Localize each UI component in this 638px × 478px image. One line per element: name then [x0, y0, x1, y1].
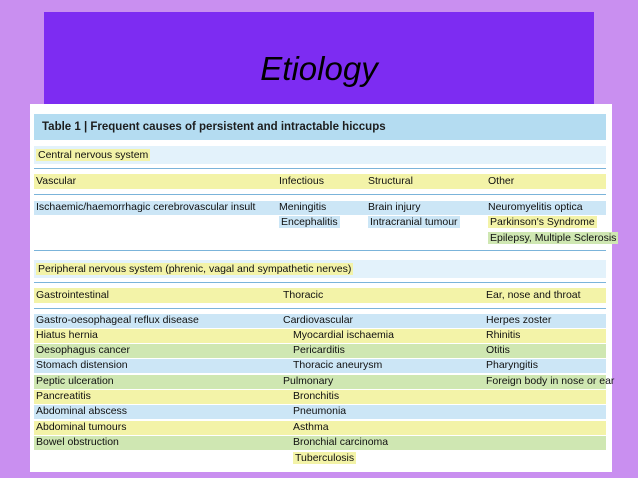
cell: Hiatus hernia [36, 329, 98, 341]
pns-heading: Peripheral nervous system (phrenic, vagal and sympathetic nerves) [38, 263, 352, 275]
pns-columns-row [34, 288, 606, 303]
cell: Gastro-oesophageal reflux disease [36, 314, 199, 326]
divider [34, 250, 606, 251]
cell: Stomach distension [36, 359, 128, 371]
cell: Pancreatitis [36, 390, 91, 402]
cns-heading-row [34, 146, 606, 164]
cns-heading: Central nervous system [38, 149, 149, 161]
cell: Myocardial ischaemia [293, 329, 394, 341]
cell: Oesophagus cancer [36, 344, 130, 356]
col-structural: Structural [368, 175, 413, 187]
cell: Cardiovascular [283, 314, 354, 326]
divider [34, 308, 606, 309]
cell: Epilepsy, Multiple Sclerosis [490, 232, 617, 244]
table-row [34, 314, 606, 328]
col-gastrointestinal: Gastrointestinal [36, 289, 109, 301]
cell: Tuberculosis [295, 452, 355, 464]
cell: Asthma [293, 421, 329, 433]
col-vascular: Vascular [36, 175, 77, 187]
table-row [34, 201, 606, 215]
cns-columns-row [34, 174, 606, 189]
table-row [34, 390, 606, 404]
table-row [34, 405, 606, 419]
cell: Abdominal abscess [36, 405, 128, 417]
table-image [30, 104, 617, 472]
cell: Pneumonia [293, 405, 347, 417]
pns-heading-row [34, 260, 606, 278]
cell: Bronchitis [293, 390, 340, 402]
cell: Brain injury [368, 201, 421, 213]
cell: Abdominal tumours [36, 421, 127, 433]
table-row [34, 421, 606, 435]
cell: Thoracic aneurysm [293, 359, 383, 371]
table-row [34, 359, 606, 373]
table-caption: Table 1 | Frequent causes of persistent and intractable hiccups [34, 114, 606, 140]
col-ent: Ear, nose and throat [486, 289, 581, 301]
table-row [34, 232, 617, 246]
cell: Pulmonary [283, 375, 334, 387]
table-row [34, 452, 606, 466]
table-row [34, 216, 606, 230]
cell: Encephalitis [281, 216, 338, 228]
cell: Foreign body in nose or ear [486, 375, 615, 387]
col-infectious: Infectious [279, 175, 324, 187]
cell: Intracranial tumour [370, 216, 458, 228]
cell: Pericarditis [293, 344, 345, 356]
col-other: Other [488, 175, 515, 187]
divider [34, 282, 606, 283]
cell: Meningitis [279, 201, 327, 213]
cell: Bowel obstruction [36, 436, 119, 448]
table-row [34, 375, 615, 389]
cell: Bronchial carcinoma [293, 436, 389, 448]
page-title: Etiology [260, 50, 378, 87]
cell: Otitis [486, 344, 510, 356]
cell: Ischaemic/haemorrhagic cerebrovascular insult [36, 201, 256, 213]
cell: Parkinson's Syndrome [490, 216, 595, 228]
table-row [34, 329, 606, 343]
cell: Neuromyelitis optica [488, 201, 583, 213]
title-banner [44, 12, 594, 104]
col-thoracic: Thoracic [283, 289, 324, 301]
divider [34, 168, 606, 169]
table-row [34, 436, 606, 450]
divider [34, 194, 606, 195]
cell: Peptic ulceration [36, 375, 114, 387]
cell: Herpes zoster [486, 314, 552, 326]
cell: Rhinitis [486, 329, 521, 341]
table-row [34, 344, 606, 358]
cell: Pharyngitis [486, 359, 538, 371]
